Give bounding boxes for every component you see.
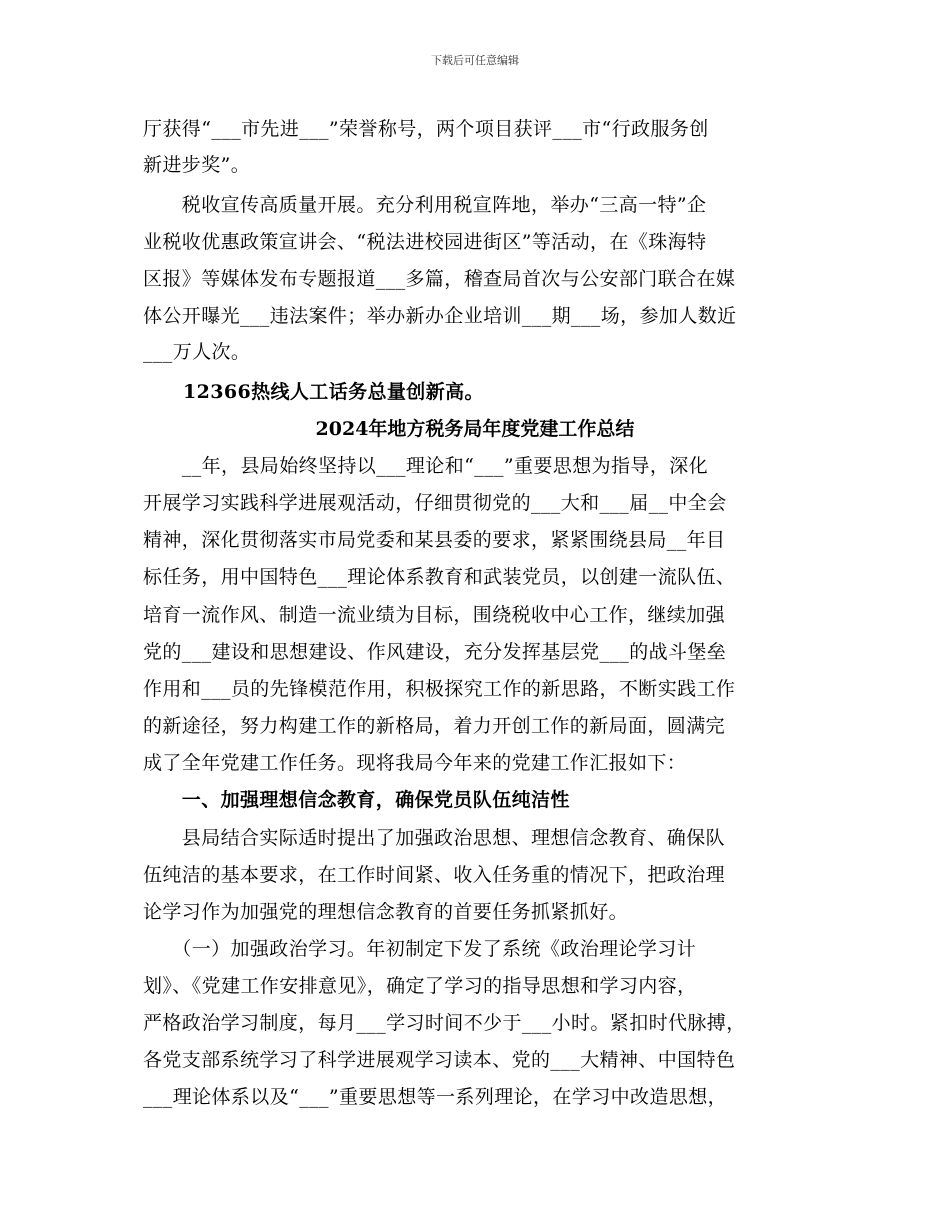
paragraph-line: 标任务，用中国特色___理论体系教育和武装党员，以创建一流队伍、 <box>143 566 736 588</box>
paragraph-line: 精神，深化贯彻落实市局党委和某县委的要求，紧紧围绕县局__年目 <box>143 529 726 551</box>
page-header: 下载后可任意编辑 <box>431 54 519 67</box>
paragraph-line: 培育一流作风、制造一流业绩为目标，围绕税收中心工作，继续加强 <box>143 604 726 626</box>
paragraph-line: 区报》等媒体发布专题报道___多篇，稽查局首次与公安部门联合在媒 <box>143 268 736 290</box>
paragraph-line: 严格政治学习制度，每月___学习时间不少于___小时。紧扣时代脉搏， <box>143 1012 746 1034</box>
paragraph-line: 厅获得“___市先进___”荣誉称号，两个项目获评___市“行政服务创 <box>143 118 709 140</box>
paragraph-line: 县局结合实际适时提出了加强政治思想、理想信念教育、确保队 <box>143 827 726 849</box>
paragraph-line: 业税收优惠政策宣讲会、“税法进校园进街区”等活动，在《珠海特 <box>143 231 707 253</box>
paragraph-line: 各党支部系统学习了科学进展观学习读本、党的___大精神、中国特色 <box>143 1049 736 1071</box>
section-heading: 一、加强理想信念教育，确保党员队伍纯洁性 <box>143 789 570 811</box>
paragraph-line: ___理论体系以及“___”重要思想等一系列理论，在学习中改造思想， <box>143 1086 728 1108</box>
paragraph-line: 的新途径，努力构建工作的新格局，着力开创工作的新局面，圆满完 <box>143 715 726 737</box>
paragraph-line: 体公开曝光___违法案件；举办新办企业培训___期___场，参加人数近 <box>143 305 737 327</box>
paragraph-line: 成了全年党建工作任务。现将我局今年来的党建工作汇报如下： <box>143 752 687 774</box>
paragraph-line: 作用和___员的先锋模范作用，积极探究工作的新思路，不断实践工作 <box>143 678 736 700</box>
paragraph-line: ___万人次。 <box>143 341 251 363</box>
paragraph-line: 党的___建设和思想建设、作风建设，充分发挥基层党___的战斗堡垒 <box>143 641 727 663</box>
paragraph-line: （一）加强政治学习。年初制定下发了系统《政治理论学习计 <box>143 938 697 960</box>
paragraph-line: 论学习作为加强党的理想信念教育的首要任务抓紧抓好。 <box>143 901 629 923</box>
paragraph-line: __年，县局始终坚持以___理论和“___”重要思想为指导，深化 <box>143 455 709 477</box>
document-title: 2024年地方税务局年度党建工作总结 <box>315 418 635 440</box>
section-heading: 12366热线人工话务总量创新高。 <box>183 381 484 403</box>
paragraph-line: 新进步奖”。 <box>143 154 251 176</box>
paragraph-line: 开展学习实践科学进展观活动，仔细贯彻党的___大和___届__中全会 <box>143 492 727 514</box>
paragraph-line: 伍纯洁的基本要求，在工作时间紧、收入任务重的情况下，把政治理 <box>143 864 726 886</box>
paragraph-line: 税收宣传高质量开展。充分利用税宣阵地，举办“三高一特”企 <box>143 194 707 216</box>
paragraph-line: 划》、《党建工作安排意见》，确定了学习的指导思想和学习内容， <box>143 975 697 997</box>
